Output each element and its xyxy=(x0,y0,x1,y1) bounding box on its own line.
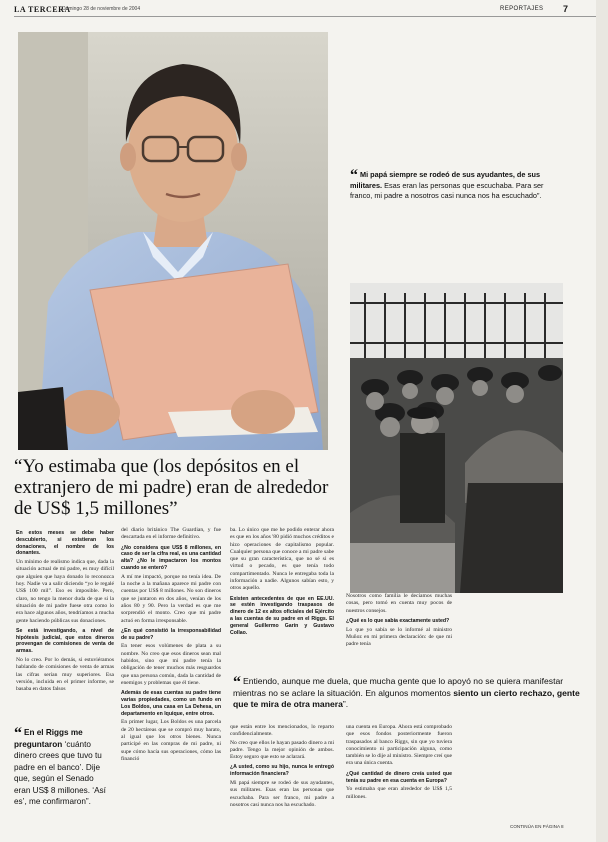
paragraph: que están entre los mencionados, lo reparto confidencialmente. xyxy=(230,724,334,738)
paragraph: A mí me impactó, porque no tenía idea. De la noche a la mañana aparece mi padre con cuentas por US$ 8 millones. No son dineros que se juntaron en dos años, venían de los años 80 y 90. Pero la verdad es que me sorprendió el monto. Creo que mi padre actuó en forma irresponsable. xyxy=(121,573,221,624)
question: Se está investigando, a nivel de hipótesis judicial, que estos dineros provengan de comisiones de venta de armas. xyxy=(16,627,114,655)
section-name: REPORTAJES xyxy=(500,6,544,12)
portrait-photo xyxy=(18,32,328,450)
paragraph: Lo que yo sabía se lo informé al ministro Muñoz en mi primera declaración: de que mi padre tenía xyxy=(346,626,452,648)
headline: “Yo estimaba que (los depósitos en el extranjero de mi padre) eran de alrededor de US$ 1,5 millones” xyxy=(14,456,329,519)
pull-quote-mid xyxy=(233,676,593,711)
historical-photo xyxy=(350,283,563,593)
question: ¿No considera que US$ 8 millones, en caso de ser la cifra real, es una cantidad alta? ¿No le impactaron los montos cuando se enteró? xyxy=(121,544,221,571)
paragraph: ba. Lo único que me he podido enterar ahora es que en los años '80 pidió muchos créditos e hizo operaciones de capitalismo popular. Cualquier persona que conoce a mi padre sabe que su gran característica, que no sé si es virtud o pecado, es que tenía todo compartimentado. Nunca le entregaba toda la información a nadie. Algunos sabían esto, y otros aquello. xyxy=(230,527,334,592)
pull-quote-left-text: ‘cuánto dinero crees que tuvo tu padre en el banco’. Dije que, según el Senado eran US$ 8 millones. ‘Así es’, me confirmaron”. xyxy=(14,739,106,806)
issue-date: Domingo 28 de noviembre de 2004 xyxy=(62,6,141,12)
pull-quote-right-text: Esas eran las personas que escuchaba. Para ser franco, mi padre a nosotros casi nunca nos ha escuchado”. xyxy=(350,180,544,200)
paragraph: del diario británico The Guardian, y fue descartada en el informe definitivo. xyxy=(121,527,221,541)
pull-quote-mid-text-2: ”. xyxy=(342,699,349,710)
question: En estos meses se debe haber descubierto, si existieran los donaciones, el nombre de los donantes. xyxy=(16,530,114,557)
paragraph: Un mínimo de realismo indica que, dada la situación actual de mi padre, es muy difícil que alguien que haya donado lo reconozca hoy. Nadie va a salir diciendo “yo le regalé US$ 100 mil”. Eso es imposible. Pero, claro, no tengo la menor duda de que si la situación de mi padre fuese otra como lo era hace algunos años, tendríamos a mucha gente haciendo públicas sus donaciones. xyxy=(16,559,114,624)
page-number: 7 xyxy=(563,4,569,14)
page-edge xyxy=(596,0,608,842)
pull-quote-left xyxy=(14,727,112,808)
pull-quote-right-bold: Mi papá siempre se rodeó de sus ayudantes, de sus militares. xyxy=(350,170,541,190)
pull-quote-left-bold: En el Riggs me preguntaron xyxy=(14,728,83,749)
question: ¿Qué es lo que sabía exactamente usted? xyxy=(346,617,450,624)
paragraph: Mi papá siempre se rodeó de sus ayudantes, sus militares. Esas eran las personas que escuchaba. Para ser franco, mi padre a nosotros casi nunca nos ha escuchado. xyxy=(230,780,334,808)
question: ¿A usted, como su hijo, nunca le entregó información financiera? xyxy=(230,764,334,778)
paragraph: una cuenta en Europa. Ahora está comprobado que esos fondos posteriormente fueron traspasados al banco Riggs, sin que yo tuviera conocimiento ni participación alguna, como también se lo dije al ministro. Siempre creí que era una única cuenta. xyxy=(346,724,452,767)
column-4 xyxy=(346,593,452,673)
header-rule xyxy=(14,16,598,17)
question: ¿En qué consistió la irresponsabilidad de su padre? xyxy=(121,627,221,641)
quote-mark-icon: “ xyxy=(233,674,241,691)
quote-mark-icon: “ xyxy=(350,167,358,184)
question: ¿Qué cantidad de dinero creía usted que tenía su padre en esa cuenta en Europa? xyxy=(346,770,452,784)
quote-mark-icon: “ xyxy=(14,725,22,742)
pull-quote-right xyxy=(350,167,562,202)
paragraph: En tener esos volúmenes de plata a su nombre. No creo que esos dineros sean mal habidos, sino que mi padre tenía la obligación de tener muchos más resguardos que una persona común, dada la cantidad de enemigos y problemas que él tiene. xyxy=(121,643,221,686)
paragraph: En primer lugar, Los Boldos es una parcela de 20 hectáreas que se compró muy barato, al igual que los otros bienes. Nunca participé en las compras de mi padre, ni supe cómo hacía sus operaciones, cómo las financió xyxy=(121,719,221,762)
question: Además de esas cuentas su padre tiene varias propiedades, como un fundo en Los Boldos, una casa en La Dehesa, un departamento en Iquique, entre otros. xyxy=(121,690,221,717)
question: Existen antecedentes de que en EE.UU. se estén investigando traspasos de dinero de 12 ex altos oficiales del Ejército a las cuentas de su padre en el Riggs. El general Guillermo Garín y Gustavo Collao. xyxy=(230,595,334,636)
column-2 xyxy=(121,527,221,832)
portrait-illustration xyxy=(18,32,328,450)
pull-quote-mid-bold: siento un cierto rechazo, gente que te mira de otra manera xyxy=(233,687,580,710)
masthead: LA TERCERA xyxy=(14,5,71,14)
paragraph: No lo creo. Por lo demás, si estuviéramos hablando de comisiones de venta de armas las cifras serían muy superiores. Esa versión, incluida en el primer informe, se basaba en datos falsos xyxy=(16,657,114,693)
column-3-bottom xyxy=(230,724,334,834)
paragraph: No creo que ellos le hayan pasado dinero a mi padre. Tengo la mejor opinión de ambos. Estoy seguro que esto se aclarará. xyxy=(230,739,334,761)
column-3 xyxy=(230,527,334,672)
page-header xyxy=(0,0,608,18)
paragraph: Yo estimaba que eran alrededor de US$ 1,5 millones. xyxy=(346,786,452,800)
continued-on-note: CONTINÚA EN PÁGINA 8 xyxy=(510,824,564,829)
pull-quote-mid-text-1: Entiendo, aunque me duela, que mucha gente que lo apoyó no se quiera manifestar mientras no se aclare la situación. En algunos momentos xyxy=(233,676,564,698)
paragraph: Nosotros como familia le decíamos muchas cosas, pero tomó en cuenta muy pocos de nuestros consejos. xyxy=(346,593,452,614)
column-1 xyxy=(16,527,114,695)
column-5 xyxy=(346,724,452,824)
military-crowd-illustration xyxy=(350,283,563,593)
